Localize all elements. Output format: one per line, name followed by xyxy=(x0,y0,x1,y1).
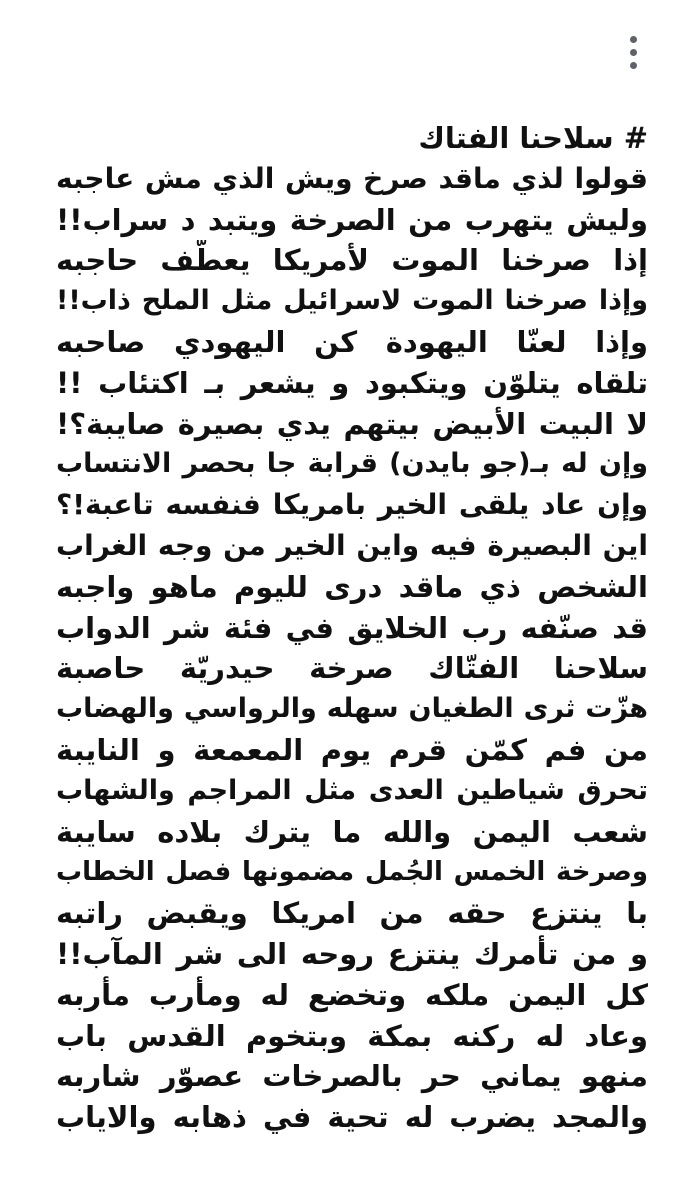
note-line: شعب اليمن والله ما يترك بلاده سايبة xyxy=(56,814,648,849)
note-line: من فم كمّن قرم يوم المعمعة و النايبة xyxy=(56,732,648,767)
note-body[interactable] xyxy=(56,118,648,1138)
note-line: وعاد له ركنه بمكة وبتخوم القدس باب xyxy=(56,1018,648,1053)
note-line: اين البصيرة فيه واين الخير من وجه الغراب xyxy=(56,528,648,562)
note-line: وإذا لعنّا اليهودة كن اليهودي صاحبه xyxy=(56,324,648,359)
note-line: الشخص ذي ماقد درى لليوم ماهو واجبه xyxy=(56,569,648,604)
note-line: كل اليمن ملكه وتخضع له ومأرب مأربه xyxy=(56,977,648,1012)
note-line: و من تأمرك ينتزع روحه الى شر المآب!! xyxy=(56,936,648,971)
note-line: إذا صرخنا الموت لأمريكا يعطّف حاجبه xyxy=(56,243,648,278)
note-line: تلقاه يتلوّن ويتكبود و يشعر بـ اكتئاب !! xyxy=(56,365,648,400)
menu-dot xyxy=(630,49,637,56)
note-line: منهو يماني حر بالصرخات عصوّر شاربه xyxy=(56,1059,648,1094)
note-line: با ينتزع حقه من امريكا ويقبض راتبه xyxy=(56,896,648,931)
note-line: قد صنّفه رب الخلايق في فئة شر الدواب xyxy=(56,610,648,645)
menu-dot xyxy=(630,36,637,43)
note-line: وليش يتهرب من الصرخة ويتبد د سراب!! xyxy=(56,202,648,237)
top-bar xyxy=(0,0,675,90)
note-line: لا البيت الأبيض بيتهم يدي بصيرة صايبة؟! xyxy=(56,406,648,441)
more-vert-icon[interactable] xyxy=(621,32,645,72)
note-line: وإذا صرخنا الموت لاسرائيل مثل الملح ذاب!! xyxy=(56,285,648,317)
note-line: تحرق شياطين العدى مثل المراجم والشهاب xyxy=(56,774,648,806)
note-line: قولوا لذي ماقد صرخ ويش الذي مش عاجبه xyxy=(56,161,648,195)
note-line: وإن له بـ(جو بايدن) قرابة جا بحصر الانتساب xyxy=(56,448,648,480)
note-line: سلاحنا الفتّاك صرخة حيدريّة حاصبة xyxy=(56,651,648,686)
note-title: # سلاحنا الفتاك xyxy=(418,121,648,155)
note-line: وصرخة الخمس الجُمل مضمونها فصل الخطاب xyxy=(56,857,648,888)
note-line: وإن عاد يلقى الخير بامريكا فنفسه تاعبة!؟ xyxy=(56,488,648,522)
menu-dot xyxy=(630,62,637,69)
note-line: والمجد يضرب له تحية في ذهابه والاياب xyxy=(56,1100,648,1135)
note-line: هزّت ثرى الطغيان سهله والرواسي والهضاب xyxy=(56,693,648,725)
